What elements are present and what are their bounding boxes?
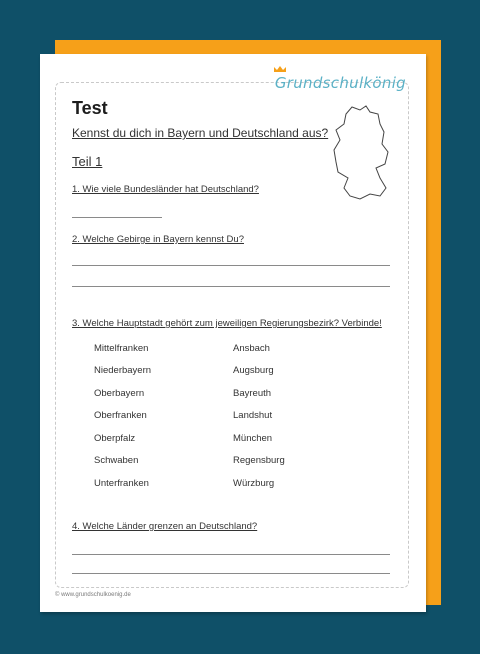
germany-map-icon <box>330 104 390 204</box>
question-2: 2. Welche Gebirge in Bayern kennst Du? <box>72 234 244 245</box>
worksheet-subtitle: Kennst du dich in Bayern und Deutschland aus? <box>72 126 329 140</box>
question-3: 3. Welche Hauptstadt gehört zum jeweiligen Regierungsbezirk? Verbinde! <box>72 318 382 329</box>
logo-text: Grundschulkönig <box>274 74 406 92</box>
region-item: Oberfranken <box>94 410 147 421</box>
answer-line-1[interactable] <box>72 217 162 218</box>
capital-item: Würzburg <box>233 478 275 489</box>
answer-line-4b[interactable] <box>72 573 390 574</box>
crown-icon <box>273 65 287 73</box>
capital-item: Bayreuth <box>233 388 272 399</box>
question-4: 4. Welche Länder grenzen an Deutschland? <box>72 521 258 532</box>
capital-item: Landshut <box>233 410 273 421</box>
capital-item: Augsburg <box>233 365 274 376</box>
region-item: Oberpfalz <box>94 433 136 444</box>
capital-item: Regensburg <box>233 455 285 466</box>
capital-item: Ansbach <box>233 343 270 354</box>
region-item: Unterfranken <box>94 478 149 489</box>
answer-line-4a[interactable] <box>72 554 390 555</box>
answer-line-2b[interactable] <box>72 286 390 287</box>
answer-line-2a[interactable] <box>72 265 390 266</box>
footer-copyright: © www.grundschulkoenig.de <box>55 592 131 598</box>
region-item: Schwaben <box>94 455 139 466</box>
question-1: 1. Wie viele Bundesländer hat Deutschland? <box>72 184 259 195</box>
worksheet-page <box>40 54 426 612</box>
capital-item: München <box>233 433 273 444</box>
region-item: Niederbayern <box>94 365 152 376</box>
part-heading: Teil 1 <box>72 154 103 169</box>
worksheet-title: Test <box>72 98 108 118</box>
region-item: Mittelfranken <box>94 343 149 354</box>
region-item: Oberbayern <box>94 388 145 399</box>
brand-logo <box>275 74 406 92</box>
